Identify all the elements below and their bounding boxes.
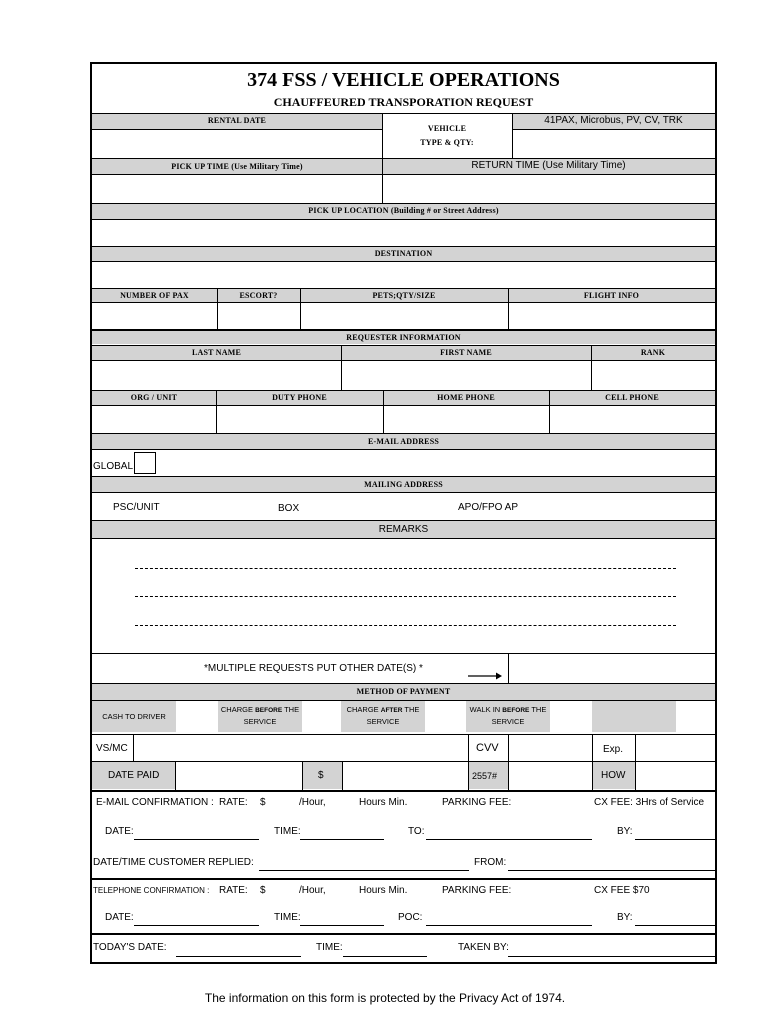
last-name-field[interactable] [92, 361, 341, 390]
phone-poc-field[interactable] [426, 925, 592, 926]
vehicle-request-form [90, 62, 717, 964]
from-label: FROM: [474, 857, 507, 868]
cell-phone-field[interactable] [550, 406, 715, 432]
first-name-label: FIRST NAME [440, 348, 492, 357]
date-paid-label: DATE PAID [108, 770, 160, 781]
email-dollar: $ [260, 797, 266, 808]
num-pax-label: NUMBER OF PAX [120, 291, 189, 300]
org-unit-field[interactable] [92, 406, 216, 432]
phone-hours-min: Hours Min. [359, 885, 408, 896]
cvv-label: CVV [476, 742, 499, 754]
payment-label: METHOD OF PAYMENT [356, 687, 451, 696]
form-subtitle: CHAUFFEURED TRANSPORATION REQUEST [273, 95, 534, 109]
taken-by-field[interactable] [508, 956, 715, 957]
pickup-time-label: PICK UP TIME (Use Military Time) [171, 162, 303, 171]
arrow-right-icon [468, 668, 502, 678]
todays-date-field[interactable] [176, 956, 301, 957]
charge-before-label: CHARGE BEFORE THE [220, 705, 300, 714]
exp-field[interactable] [636, 735, 715, 760]
vehicle-options-text: 41PAX, Microbus, PV, CV, TRK [544, 115, 683, 126]
phone-cx-fee: CX FEE $70 [594, 885, 650, 896]
pickup-location-label: PICK UP LOCATION (Building # or Street Address) [308, 206, 499, 215]
flight-info-label: FLIGHT INFO [583, 291, 640, 300]
psc-unit-label: PSC/UNIT [113, 502, 160, 513]
vehicle-type-field[interactable] [512, 129, 715, 158]
last-name-label: LAST NAME [192, 348, 241, 357]
exp-label: Exp. [603, 744, 624, 755]
email-rate-label: RATE: [219, 797, 248, 808]
phone-parking: PARKING FEE: [442, 885, 512, 896]
phone-poc-label: POC: [398, 912, 423, 923]
destination-label: DESTINATION [374, 249, 433, 258]
phone-conf-label: TELEPHONE CONFIRMATION : [93, 886, 210, 895]
charge-after-label-2: SERVICE [366, 717, 400, 726]
phone-rate-label: RATE: [219, 885, 248, 896]
phone-date-label: DATE: [105, 912, 134, 923]
requester-title: REQUESTER INFORMATION [346, 333, 461, 342]
remarks-label: REMARKS [378, 524, 429, 535]
phone-date-field[interactable] [134, 925, 259, 926]
vs-mc-label: VS/MC [96, 743, 128, 754]
charge-before-label-2: SERVICE [243, 717, 277, 726]
date-paid-dollar: $ [318, 770, 324, 781]
replied-label: DATE/TIME CUSTOMER REPLIED: [93, 857, 254, 868]
cvv-field[interactable] [509, 735, 592, 760]
box-label: BOX [278, 503, 300, 514]
escort-field[interactable] [218, 303, 300, 329]
rank-field[interactable] [592, 361, 715, 390]
phone-hour: /Hour, [299, 885, 326, 896]
email-label: E-MAIL ADDRESS [367, 437, 440, 446]
destination-field[interactable] [92, 262, 715, 288]
today-time-label: TIME: [316, 942, 343, 953]
how-label: HOW [601, 770, 626, 781]
mailing-address-field[interactable] [92, 493, 715, 518]
return-time-field[interactable] [383, 175, 715, 203]
walk-in-label-2: SERVICE [491, 717, 525, 726]
mailing-label: MAILING ADDRESS [364, 480, 443, 489]
escort-label: ESCORT? [239, 291, 278, 300]
return-time-label: RETURN TIME (Use Military Time) [471, 160, 626, 171]
phone-by-label: BY: [617, 912, 633, 923]
charge-after-label: CHARGE AFTER THE [346, 705, 420, 714]
how-field[interactable] [636, 762, 715, 789]
cell-phone-label: CELL PHONE [605, 393, 659, 402]
global-label: GLOBAL [93, 461, 134, 472]
pets-field[interactable] [301, 303, 508, 329]
phone-dollar: $ [260, 885, 266, 896]
remarks-line-1 [135, 568, 676, 569]
card-number-field[interactable] [134, 735, 468, 760]
email-cx-fee: CX FEE: 3Hrs of Service [594, 797, 705, 808]
email-parking: PARKING FEE: [442, 797, 512, 808]
today-time-field[interactable] [343, 956, 427, 957]
duty-phone-field[interactable] [217, 406, 383, 432]
code-2557-field[interactable] [509, 762, 592, 789]
flight-info-field[interactable] [509, 303, 715, 329]
walk-in-label: WALK IN BEFORE THE [469, 705, 547, 714]
email-by-field[interactable] [635, 839, 715, 840]
org-unit-label: ORG / UNIT [130, 393, 178, 402]
rental-date-field[interactable] [92, 129, 382, 158]
from-field[interactable] [508, 870, 715, 871]
home-phone-field[interactable] [384, 406, 549, 432]
email-hours-min: Hours Min. [359, 797, 408, 808]
remarks-line-2 [135, 596, 676, 597]
privacy-notice: The information on this form is protected by the Privacy Act of 1974. [204, 991, 566, 1005]
pickup-location-field[interactable] [92, 220, 715, 246]
email-to-field[interactable] [426, 839, 592, 840]
pets-label: PETS;QTY/SIZE [372, 291, 436, 300]
rank-label: RANK [640, 348, 666, 357]
email-conf-label: E-MAIL CONFIRMATION : [96, 797, 214, 808]
phone-time-label: TIME: [274, 912, 301, 923]
apo-label: APO/FPO AP [458, 502, 519, 513]
email-date-label: DATE: [105, 826, 134, 837]
global-checkbox[interactable] [134, 452, 156, 474]
vehicle-type-label-2: TYPE & QTY: [420, 138, 474, 147]
rental-date-label: RENTAL DATE [207, 116, 267, 125]
remarks-line-3 [135, 625, 676, 626]
pickup-time-field[interactable] [92, 175, 382, 203]
amount-paid-field[interactable] [343, 762, 468, 789]
replied-field[interactable] [259, 870, 469, 871]
email-by-label: BY: [617, 826, 633, 837]
other-payment-option[interactable] [592, 701, 676, 732]
code-2557-label: 2557# [472, 771, 498, 781]
form-title: 374 FSS / VEHICLE OPERATIONS [247, 69, 560, 91]
email-date-field[interactable] [134, 839, 259, 840]
email-field[interactable] [158, 450, 715, 475]
first-name-field[interactable] [342, 361, 591, 390]
todays-date-label: TODAY'S DATE: [93, 942, 167, 953]
taken-by-label: TAKEN BY: [458, 942, 509, 953]
other-dates-field[interactable] [509, 654, 715, 682]
phone-time-field[interactable] [300, 925, 384, 926]
duty-phone-label: DUTY PHONE [272, 393, 327, 402]
date-paid-field[interactable] [176, 762, 302, 789]
email-time-label: TIME: [274, 826, 301, 837]
email-hour: /Hour, [299, 797, 326, 808]
vehicle-type-label-1: VEHICLE [427, 124, 467, 133]
num-pax-field[interactable] [92, 303, 217, 329]
cash-label: CASH TO DRIVER [102, 712, 166, 721]
phone-by-field[interactable] [635, 925, 715, 926]
home-phone-label: HOME PHONE [437, 393, 495, 402]
email-to-label: TO: [408, 826, 425, 837]
multiple-requests-label: *MULTIPLE REQUESTS PUT OTHER DATE(S) * [204, 663, 423, 674]
email-time-field[interactable] [300, 839, 384, 840]
